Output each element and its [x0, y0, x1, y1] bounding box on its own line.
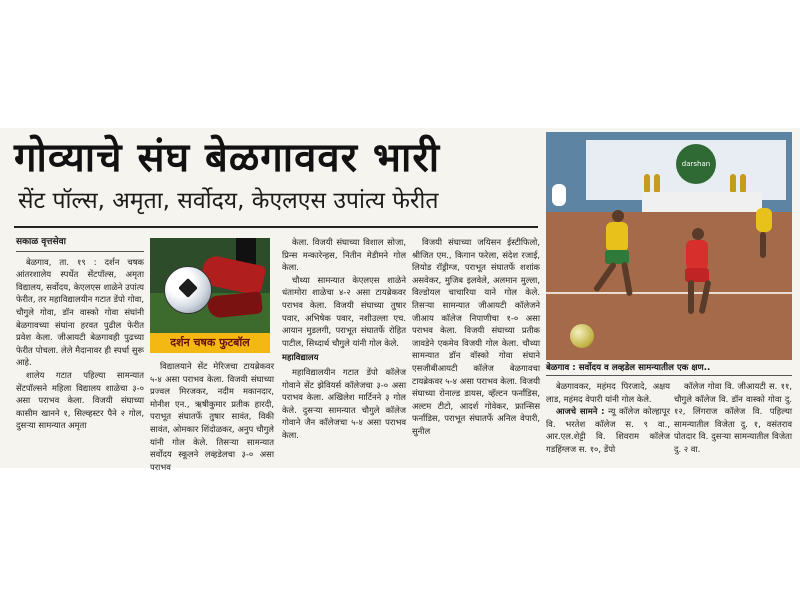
paragraph: चौथ्या सामन्यात केएलएस शाळेने धंतामोरा शाळेचा ४-२ असा टायब्रेकवर पराभव केला. विजयी संघाच्या तुषार पवार, अभिषेक पवार, नशीउल्ला एच. आयान मुडलगी, पराभूत संघातर्फे रोहित पाटील, सिध्दार्थ चौगुले यांनी गोल केले.: [282, 274, 406, 348]
football-image: [150, 238, 270, 333]
player-yellow-jersey: [606, 222, 628, 252]
paragraph: [546, 405, 670, 455]
trophy-icon: [654, 174, 660, 192]
football-box-label: दर्शन चषक फुटबॉल: [150, 333, 270, 353]
paragraph: बेळगाव, ता. १९ : दर्शन चषक आंतरशालेय स्पर्धेत सेंटपॉल्स, अमृता विद्यालय, सर्वोदय, केएलएस शाळेने उपांत्य फेरीत, तर महाविद्यालयीन गटात डेंपो गोवा, चौगुले गोवा, डॉन वास्को गोवा संघांनी बेळगावच्या संघांना हरवत पुढील फेरीत प्रवेश केला. जीआयटी बेळगावही पुढच्या फेरीत पोचला. लेले मैदानावर ही स्पर्धा सुरू आहे.: [16, 256, 144, 368]
photo-caption: बेळगाव : सर्वोदय व लव्हडेल सामन्यातील एक क्षण..: [546, 363, 711, 373]
subheadline: सेंट पॉल्स, अमृता, सर्वोदय, केएलएस उपांत्य फेरीत: [18, 188, 439, 214]
section-heading: महाविद्यालय: [282, 352, 319, 363]
pitch-line: [546, 292, 792, 294]
byline: सकाळ वृत्तसेवा: [16, 236, 144, 252]
todays-matches-heading: आजचे सामने :: [556, 406, 605, 417]
article-column-3: [282, 236, 406, 442]
player-head: [612, 210, 624, 222]
player-red-jersey: [686, 240, 708, 270]
trophy-icon: [740, 174, 746, 192]
football-icon: [164, 266, 212, 314]
headline: गोव्याचे संघ बेळगाववर भारी: [14, 134, 441, 181]
match-photo: [546, 132, 792, 360]
caption-rule: [546, 375, 792, 376]
article-column-2: [150, 360, 274, 473]
todays-matches-text: न्यू कॉलेज कोल्हापूर वि. भरतेश कॉलेज स. ९ वा., आर.एल.शेट्टी वि. शिवराम कॉलेज गडहिंग्लज स. १०, डेंपो: [546, 406, 670, 454]
paragraph: केला. विजयी संघाच्या विशाल सोजा, प्रिन्स मन्कारेन्हस, नितीन मेडीमने गोल केला.: [282, 237, 406, 273]
paragraph: विजयी संघाच्या जयिसन ईस्टीफिलो, श्रीजित एम., किगान फरेला, संदेश रजाई, लियोड रॉड्रीग्ज, पराभूत संघातर्फे शशांक असवेकर, मुजिब इलवेले, अलमान मुल्ला, विल्डोयल चाचारिया याने गोल केले. तिसऱ्या सामन्यात जीआयटी कॉलेजने जीआय कॉलेज निपाणीचा १-० असा पराभव केला. विजयी संघाच्या प्रतीक जावडेने एकमेव विजयी गोल केला. चौथ्या सामन्यात डॉन वॉस्को गोवा संघाने एसजीबीआयटी कॉलेज बेळगावचा टायब्रेकवर ५-४ असा पराभव केला. विजयी संघाच्या रोनाल्ड डायस, व्हॅल्टन फर्नांडिस, अल्टम टीटो, आदर्श गोवेकर, फ्रान्सिस फर्नांडिस, पराभूत संघातर्फे अनिल वेपारी, सुनील: [412, 237, 540, 436]
article-column-4: [412, 236, 540, 438]
player-head: [692, 228, 704, 240]
article-column-1: [16, 236, 144, 432]
paragraph: कॉलेज गोवा वि. जीआयटी स. ११, चौगुले कॉलेज वि. डॉन वास्को गोवा दु. १२, लिंगराज कॉलेज वि. पहिल्या सामन्यातील विजेता दु. १, वसंतराव पोतदार वि. दुसऱ्या सामन्यातील विजेता दु. २ वा.: [674, 381, 792, 454]
paragraph: शालेय गटात पहिल्या सामन्यात सेंटपॉल्सने महिला विद्यालय शाळेचा ३-० असा पराभव केला. विजयी संघाच्या कासीम खानने १, सिल्व्हस्टर पैने २ गोल, दुसऱ्या सामन्यात अमृता: [16, 369, 144, 431]
paragraph: विद्यालयाने सेंट मेरिजचा टायब्रेकवर ५-४ असा पराभव केला. विजयी संघाच्या प्रज्वल मिरजकर, नदीम मकानदार, मोनीश एन., ऋषीकुमार प्रतीक हारदी, पराभूत संघातर्फे तुषार सावंत, विकी सावंत, ओमकार शिंदोळकर, अनुप चौगुले यांनी गोल केले. तिसऱ्या सामन्यात सर्वोदय स्कूलने लव्हडेलचा ३-० असा पराभव: [150, 361, 274, 472]
side-column-1: [546, 380, 670, 456]
player-yellow-jersey: [756, 208, 772, 232]
paragraph: महाविद्यालयीन गटात डेंपो कॉलेज गोवाने सेंट झेवियर्स कॉलेजचा ३-० असा पराभव केला. अखिलेश मार्टिनने ३ गोल केले. दुसऱ्या सामन्यात चौगुले कॉलेज गोवाने जैन कॉलेजचा ५-४ असा पराभव केला.: [282, 366, 406, 440]
side-column-2: [674, 380, 792, 456]
headline-rule: [14, 226, 538, 228]
trophy-icon: [730, 174, 736, 192]
player-leg: [688, 280, 694, 314]
darshan-logo-icon: darshan: [676, 144, 716, 184]
trophy-icon: [644, 174, 650, 192]
referee: [552, 184, 566, 206]
player-leg: [760, 232, 766, 258]
paragraph: बेळगावकर, महंमद पिरजादे, अक्षय लाड, महंमद वेपारी यांनी गोल केले.: [546, 381, 670, 404]
football-icon: [570, 324, 594, 348]
